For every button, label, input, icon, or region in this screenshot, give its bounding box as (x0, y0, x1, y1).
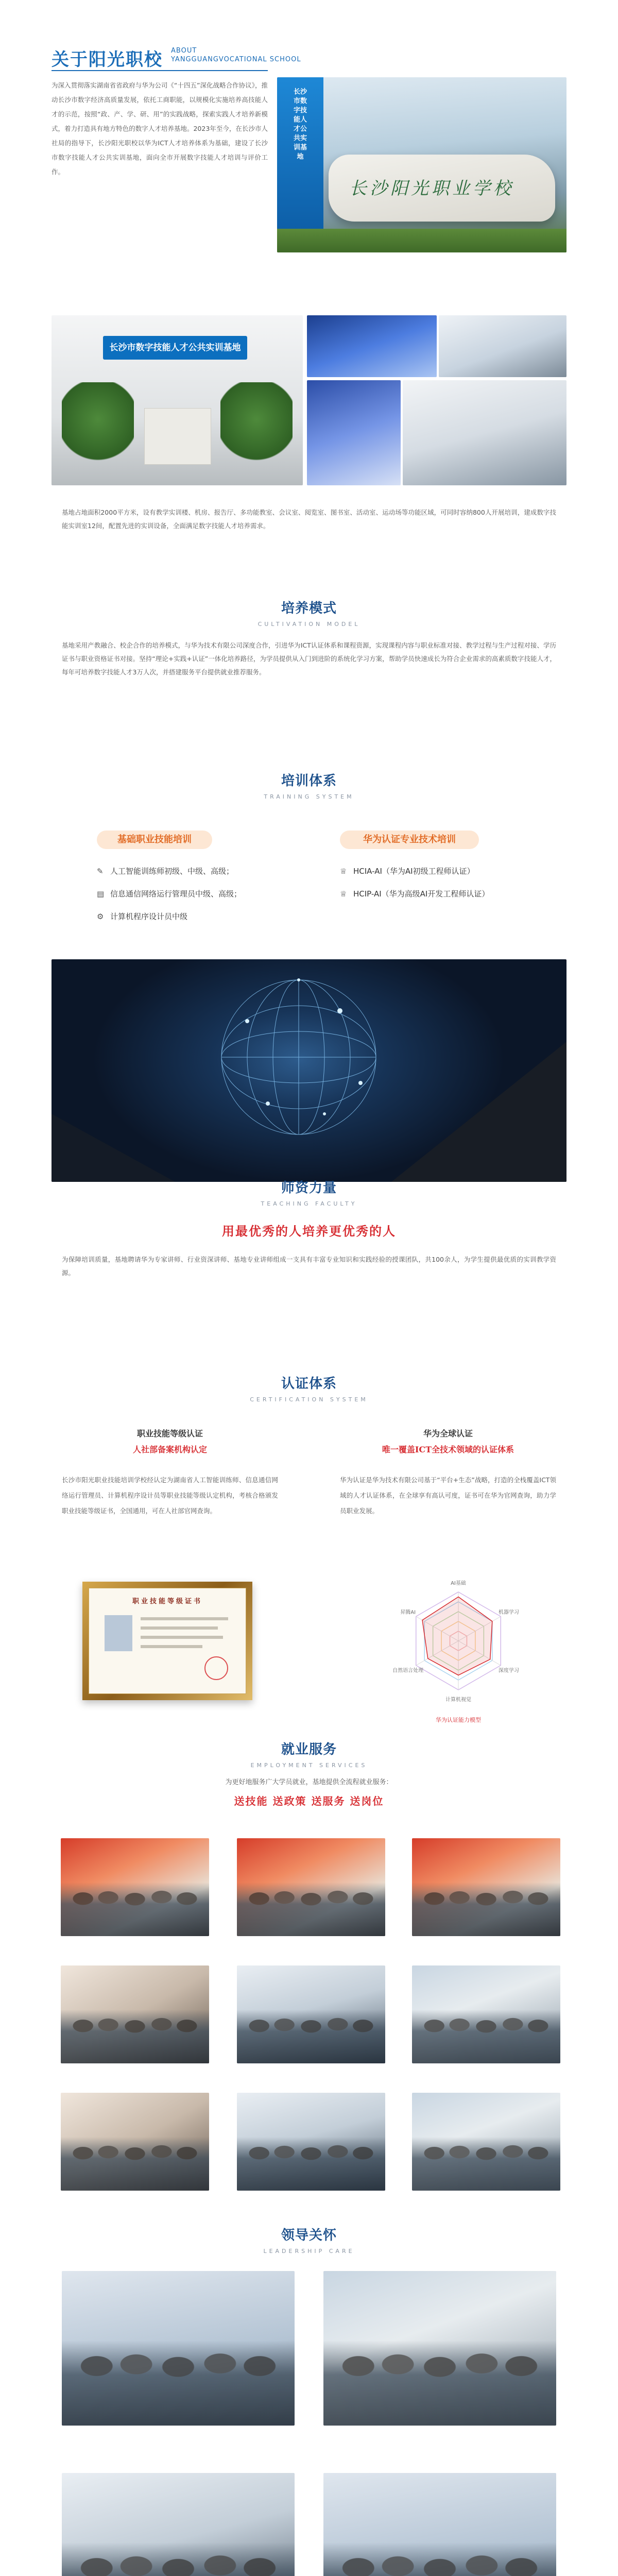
about-title-en (171, 46, 301, 64)
cert-right-title: 华为全球认证 (423, 1429, 473, 1438)
faculty-title-en: TEACHING FACULTY (261, 1200, 357, 1207)
stone-sign-text: 长沙阳光职业学校 (349, 178, 514, 199)
classroom-photo-1 (307, 315, 437, 377)
employment-photo-3 (412, 1838, 560, 1936)
base-sign: 长沙市数字技能人才公共实训基地 (103, 336, 247, 360)
plant-right (220, 382, 293, 475)
people (62, 2543, 295, 2576)
certificate-line-1 (141, 1617, 228, 1620)
employment-photo-4 (61, 1965, 209, 2063)
banner-sign-text: 长沙市数字技能人才公共实训基地 (293, 88, 307, 161)
document-icon: ▤ (97, 889, 105, 899)
employment-photo-8 (237, 2093, 385, 2191)
cultivation-section-title (0, 598, 618, 628)
leadership-photo-4 (323, 2473, 556, 2576)
certificate-line-3 (141, 1636, 223, 1639)
huawei-competency-radar (381, 1566, 536, 1716)
employment-intro: 为更好地服务广大学员就业，基地提供全流程就业服务： (225, 1778, 393, 1786)
about-title-en-line2: YANGGUANGVOCATIONAL SCHOOL (171, 56, 301, 63)
plant-left (62, 382, 134, 475)
cert-left-text: 长沙市阳光职业技能培训学校经认定为湖南省人工智能训练师、信息通信网络运行管理员、计算机程序设计员等职业技能等级认定机构，考核合格颁发职业技能等级证书，全国通用，可在人社部官网查询。 (62, 1476, 278, 1515)
people (61, 2010, 209, 2064)
people (61, 2137, 209, 2191)
employment-photo-1 (61, 1838, 209, 1936)
people (62, 2341, 295, 2426)
campus-sign-photo (277, 77, 566, 252)
about-underline (52, 70, 268, 71)
training-basic-item-2-label: 信息通信网络运行管理员中级、高级； (110, 889, 242, 899)
certificate-seal (204, 1656, 228, 1680)
radar-value-area (422, 1597, 492, 1675)
certificate-line-4 (141, 1645, 202, 1648)
training-tag-huawei: 华为认证专业技术培训 (340, 831, 479, 849)
technology-banner (52, 959, 566, 1182)
employment-photo-5 (237, 1965, 385, 2063)
people (61, 1883, 209, 1937)
employment-title: 就业服务 (281, 1742, 337, 1757)
radar-axis-label: AI基础 (451, 1581, 466, 1586)
cert-left-head (62, 1427, 278, 1455)
radar-axis-label: 昇腾AI (400, 1609, 416, 1616)
training-basic-item-1 (97, 863, 313, 879)
training-huawei-item-2 (340, 886, 566, 902)
radar-caption: 华为认证能力模型 (436, 1717, 481, 1723)
lab-photo-1 (307, 380, 401, 485)
about-title: 关于阳光职校 (52, 49, 163, 70)
leadership-section-title (0, 2225, 618, 2255)
stone-sign (329, 155, 555, 222)
blue-banner-sign (277, 77, 323, 232)
lab-photo-2 (403, 380, 566, 485)
training-basic-item-1-label: 人工智能训练师初级、中级、高级； (110, 867, 234, 876)
training-base-hall-photo (52, 315, 303, 485)
training-title-en: TRAINING SYSTEM (264, 793, 354, 800)
faculty-text: 为保障培训质量，基地聘请华为专家讲师、行业资深讲师、基地专业讲师组成一支具有丰富专业知识和实践经验的授课团队，共100余人，为学生提供最优质的实训教学资源。 (62, 1256, 556, 1277)
training-huawei-item-1-label: HCIA-AI（华为AI初级工程师认证） (353, 867, 475, 876)
certification-title: 认证体系 (281, 1376, 337, 1392)
employment-slogan: 送技能 送政策 送服务 送岗位 (234, 1795, 384, 1807)
people (412, 1883, 560, 1937)
training-section-title (0, 770, 618, 800)
faculty-title: 师资力量 (281, 1180, 337, 1196)
people (412, 2137, 560, 2191)
certificate-paper (89, 1588, 246, 1694)
employment-section-title (0, 1739, 618, 1769)
training-huawei-item-1 (340, 863, 566, 879)
people (323, 2543, 556, 2576)
employment-photo-9 (412, 2093, 560, 2191)
leadership-photo-2 (323, 2271, 556, 2426)
about-intro: 为深入贯彻落实湖南省省政府与华为公司《“十四五”深化战略合作协议》，推动长沙市数字经济高质量发展，依托工商职能，以规模化实施培养高技能人才的示范，按照“政、产、学、研、用”的实践战略，探索实践人才培养新模式，着力打造具有地方特色的数字人才培养基地。2023年至今，在长沙市人社局的指导下，长沙阳光职校以华为ICT人才培养体系为基础，建设了长沙市数字技能人才公共实训基地，面向全市开展数字技能人才培训与评价工作。 (52, 81, 268, 176)
cultivation-title-en: CULTIVATION MODEL (258, 621, 360, 628)
badge-icon: ♕ (340, 867, 347, 876)
badge-icon: ♕ (340, 889, 347, 899)
people (237, 1883, 385, 1937)
radar-axis-label: 深度学习 (498, 1668, 519, 1674)
certification-section-title (0, 1373, 618, 1403)
people (412, 2010, 560, 2064)
leadership-photo-1 (62, 2271, 295, 2426)
training-huawei-item-2-label: HCIP-AI（华为高级AI开发工程师认证） (353, 889, 490, 899)
people (237, 2010, 385, 2064)
leadership-photo-3 (62, 2473, 295, 2576)
employment-photo-2 (237, 1838, 385, 1936)
radar-axis-label: 自然语言处理 (392, 1668, 424, 1674)
cert-right-head (340, 1427, 556, 1455)
training-title: 培训体系 (281, 773, 337, 789)
grass (277, 229, 566, 252)
certificate-frame (82, 1582, 252, 1700)
certificate-caption: 职业技能等级证书 (132, 1598, 202, 1605)
employment-photo-6 (412, 1965, 560, 2063)
certification-title-en: CERTIFICATION SYSTEM (250, 1396, 368, 1403)
cert-left-subtitle: 人社部备案机构认定 (132, 1445, 207, 1454)
faculty-section-title (0, 1177, 618, 1207)
people (237, 2137, 385, 2191)
cert-right-subtitle: 唯一覆盖ICT全技术领域的认证体系 (382, 1445, 514, 1454)
facility-text: 基地占地面积2000平方米，设有教学实训楼、机房、报告厅、多功能教室、会议室、阅览室、图书室、活动室、运动场等功能区域，可同时容纳800人开展培训，建成数字技能实训室12间，配置先进的实训设备，全面满足数字技能人才培养需求。 (62, 509, 556, 530)
certificate-line-2 (141, 1626, 218, 1630)
radar-axis-label: 计算机视觉 (445, 1697, 471, 1703)
training-basic-item-3 (97, 909, 313, 924)
reception-desk (144, 408, 211, 465)
employment-title-en: EMPLOYMENT SERVICES (250, 1762, 368, 1769)
employment-photo-7 (61, 2093, 209, 2191)
training-basic-item-2 (97, 886, 313, 902)
radar-axis-label: 机器学习 (498, 1609, 519, 1616)
classroom-photo-2 (439, 315, 566, 377)
faculty-slogan: 用最优秀的人培养更优秀的人 (222, 1224, 396, 1239)
about-title-en-line1: ABOUT (171, 47, 197, 55)
people (323, 2341, 556, 2426)
training-tag-basic: 基础职业技能培训 (97, 831, 212, 849)
cert-left-title: 职业技能等级认证 (136, 1429, 203, 1438)
pencil-icon: ✎ (97, 867, 104, 876)
cert-right-text: 华为认证是华为技术有限公司基于“平台+生态”战略，打造的全栈覆盖ICT领域的人才认证体系，在全球享有高认可度，证书可在华为官网查询，助力学员职业发展。 (340, 1476, 556, 1515)
cultivation-text: 基地采用产教融合、校企合作的培养模式，与华为技术有限公司深度合作，引进华为ICT认证体系和课程资源，实现课程内容与职业标准对接、教学过程与生产过程对接、学历证书与职业资格证书对接。坚持“理论+实践+认证”一体化培养路径，为学员提供从入门到进阶的系统化学习方案，帮助学员快速成长为符合企业需求的高素质数字技能人才，每年可培养数字技能人才3万人次，并搭建服务平台提供就业推荐服务。 (62, 641, 556, 676)
certificate-photo (105, 1615, 132, 1651)
training-basic-item-3-label: 计算机程序设计员中级 (110, 912, 188, 921)
gear-icon: ⚙ (97, 912, 104, 921)
leadership-title-en: LEADERSHIP CARE (263, 2248, 355, 2255)
network-sphere-graphic (52, 959, 566, 1182)
cultivation-title: 培养模式 (281, 601, 337, 616)
leadership-title: 领导关怀 (281, 2228, 337, 2243)
